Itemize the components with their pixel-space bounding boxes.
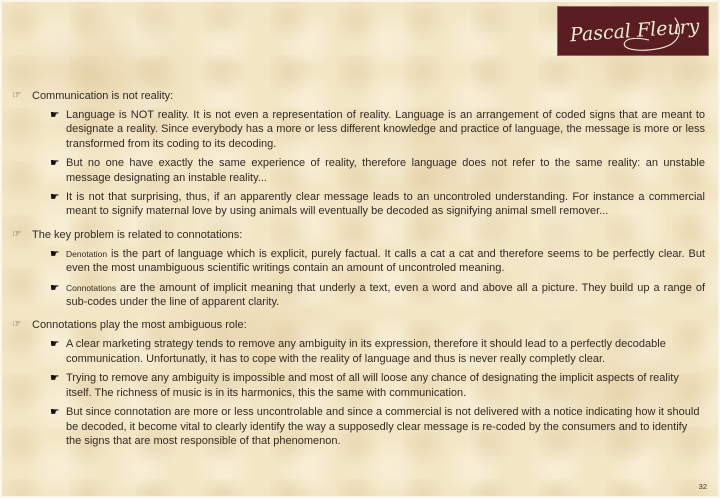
bullet-text <box>66 108 705 151</box>
section-heading-row <box>12 318 705 332</box>
bullet-item <box>12 405 705 448</box>
bullet-text <box>66 337 705 366</box>
pointing-hand-outline-icon: ☞ <box>11 319 23 331</box>
pointing-hand-solid-icon: ☛ <box>50 281 60 294</box>
pointing-hand-solid-icon: ☛ <box>50 157 60 170</box>
section <box>12 89 705 219</box>
section-heading-row <box>12 228 705 242</box>
pointing-hand-solid-icon: ☛ <box>50 191 60 204</box>
bullet-text <box>66 190 705 219</box>
bullet-item <box>12 190 705 219</box>
signature-image <box>558 7 708 55</box>
bullet-lead-word: Denotation <box>66 248 108 259</box>
pointing-hand-solid-icon: ☛ <box>50 372 60 385</box>
bullet-body: is the part of language which is explicit, purely factual. It calls a cat a cat and therefore seems to be perfectly clear. But even the most unambiguous scientific writings contain an amount of uncontroled meaning. <box>66 247 705 275</box>
pointing-hand-solid-icon: ☛ <box>50 247 60 260</box>
bullet-text <box>66 405 705 448</box>
bullet-body: It is not that surprising, thus, if an apparently clear message leads to an uncontroled understanding. For instance a commercial meant to signify maternal love by using animals will eventually be decoded as signifying animal smell remover... <box>66 191 705 218</box>
bullet-body: Trying to remove any ambiguity is impossible and most of all will loose any chance of designating the implicit aspects of reality itself. The richness of music is in its harmonics, this the same with communication. <box>66 372 679 399</box>
bullet-item <box>12 371 705 400</box>
bullet-body: But since connotation are more or less uncontrolable and since a commercial is not delivered with a notice indicating how it should be decoded, it become vital to clearly identify the way a supposedly clear message is re-coded by the consumers and to identify the signs that are most responsible of that phenomenon. <box>66 406 700 447</box>
bullet-text <box>66 156 705 185</box>
bullet-text <box>66 371 705 400</box>
bullet-body: Language is NOT reality. It is not even a representation of reality. Language is an arrangement of coded signs that are meant to designate a reality. Since everybody has a more or less different knowledge and practice of language, the message is more or less transformed from its coding to its decoding. <box>66 109 705 150</box>
bullet-item <box>12 156 705 185</box>
bullet-item <box>12 108 705 151</box>
bullet-body: But no one have exactly the same experience of reality, therefore language does not refer to the same reality: an unstable message designating an instable reality... <box>66 157 705 184</box>
bullet-item <box>12 247 705 276</box>
bullet-text <box>66 247 705 276</box>
bullet-item <box>12 281 705 310</box>
slide-content <box>12 89 705 448</box>
signature-text: Pascal Fleury <box>569 15 701 47</box>
bullet-body: are the amount of implicit meaning that underly a text, even a word and above all a picture. They build up a range of sub-codes under the line of apparent clarity. <box>66 281 705 309</box>
section <box>12 318 705 448</box>
bullet-item <box>12 337 705 366</box>
bullet-body: A clear marketing strategy tends to remove any ambiguity in its expression, therefore it should lead to a perfectly decodable communication. Unfortunatly, it has to cope with the reality of language and thus is never really completly clear. <box>66 338 666 365</box>
bullet-lead-word: Connotations <box>66 282 117 293</box>
pointing-hand-outline-icon: ☞ <box>11 228 23 240</box>
pointing-hand-solid-icon: ☛ <box>50 109 60 121</box>
section-heading: Communication is not reality: <box>32 90 174 102</box>
bullet-text <box>66 281 705 310</box>
page-number: 32 <box>698 482 707 491</box>
section-heading: The key problem is related to connotations: <box>32 228 243 241</box>
author-logo <box>558 7 708 55</box>
section-heading-row <box>12 89 705 103</box>
pointing-hand-outline-icon: ☞ <box>11 90 23 101</box>
section <box>12 228 705 310</box>
pointing-hand-solid-icon: ☛ <box>50 338 60 351</box>
section-heading: Connotations play the most ambiguous role: <box>32 319 247 332</box>
pointing-hand-solid-icon: ☛ <box>50 406 60 419</box>
